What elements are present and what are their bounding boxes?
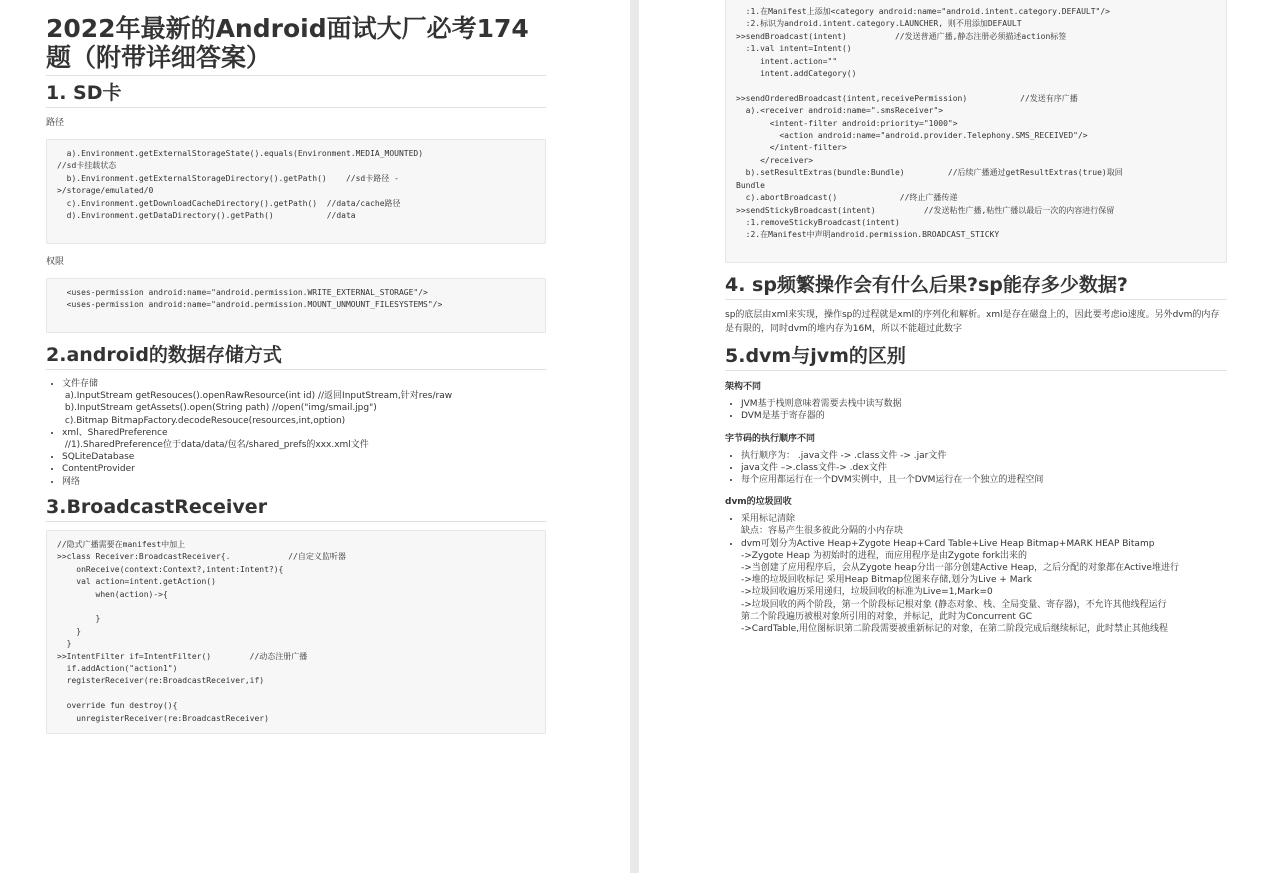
section-heading-sd-card: 1. SD卡 [46, 82, 546, 108]
page-divider [630, 0, 639, 873]
permission-code-block: <uses-permission android:name="android.permission.WRITE_EXTERNAL_STORAGE"/> <uses-permission android:name="android.permission.MOUNT_UNMOUNT_FILESYSTEMS"/> [46, 278, 546, 333]
section-heading-dvm-jvm: 5.dvm与jvm的区别 [725, 345, 1227, 371]
list-item: • ContentProvider [62, 463, 546, 475]
subheading-bytecode: 字节码的执行顺序不同 [725, 433, 816, 444]
gc-list [725, 513, 1227, 635]
list-item: • 执行顺序为： .java文件 -> .class文件 -> .jar文件 [741, 450, 1227, 462]
left-page [0, 0, 630, 873]
path-code-block: a).Environment.getExternalStorageState().equals(Environment.MEDIA_MOUNTED) //sd卡挂载状态 b).Environment.getExternalStorageDirectory().getPath() //sd卡路径 - >/storage/emulated/0 c).Environment.getDownloadCacheDirectory().getPath() //data/cache路径 d).Environment.getDataDirectory().getPath() //data [46, 139, 546, 244]
list-item: • 文件存储 a).InputStream getResouces().openRawResource(int id) //返回InputStream,针对res/raw b).InputStream getAssets().open(String path) //open("img/smail.jpg") c).Bitmap BitmapFactory.decodeResouce(resources,int,option) [62, 378, 546, 427]
list-item: • SQLiteDatabase [62, 451, 546, 463]
list-item: • 每个应用都运行在一个DVM实例中，且一个DVM运行在一个独立的进程空间 [741, 474, 1227, 486]
broadcast-code-block: //隐式广播需要在manifest中加上 >>class Receiver:BroadcastReceiver{. //自定义监听器 onReceive(context:Context?,intent:Intent?){ val action=intent.getAction() when(action)->{ } } } >>IntentFilter if=IntentFilter() //动态注册广播 if.addAction("action1") registerReceiver(re:BroadcastReceiver,if) override fun destroy(){ unregisterReceiver(re:BroadcastReceiver) [46, 530, 546, 734]
permission-label: 权限 [46, 256, 65, 267]
path-label: 路径 [46, 118, 65, 128]
architecture-list [725, 398, 1227, 422]
list-item: • 采用标记清除 缺点：容易产生很多彼此分隔的小内存块 [741, 513, 1227, 537]
right-page [639, 0, 1279, 873]
list-item: • xml、SharedPreference //1).SharedPreference位于data/data/包名/shared_prefs的xxx.xml文件 [62, 427, 546, 451]
section-heading-broadcast: 3.BroadcastReceiver [46, 496, 546, 522]
sp-paragraph: sp的底层由xml来实现，操作sp的过程就是xml的序列化和解析。xml是存在磁盘上的，因此要考虑io速度。另外dvm的内存是有限的，同时dvm的堆内存为16M，所以不能超过此数字 [725, 310, 1220, 335]
broadcast-code-continued: :1.在Manifest上添加<category android:name="android.intent.category.DEFAULT"/> :2.标识为android.intent.category.LAUNCHER, 则不用添加DEFAULT >>sendBroadcast(intent) //发送普通广播,静态注册必须描述action标签 :1.val intent=Intent() intent.action="" intent.addCategory() >>sendOrderedBroadcast(intent,receivePermission) //发送有序广播 a).<receiver android:name=".smsReceiver"> <intent-filter android:priority="1000"> <action android:name="android.provider.Telephony.SMS_RECEIVED"/> </intent-filter> </receiver> b).setResultExtras(bundle:Bundle) //后续广播通过getResultExtras(true)取回 Bundle c).abortBroadcast() //终止广播传递 >>sendStickyBroadcast(intent) //发送粘性广播,粘性广播以最后一次的内容进行保留 :1.removeStickyBroadcast(intent) :2.在Manifest中声明android.permission.BROADCAST_STICKY [725, 0, 1227, 263]
section-heading-sp: 4. sp频繁操作会有什么后果?sp能存多少数据? [725, 274, 1227, 300]
list-item: • java文件 –>.class文件-> .dex文件 [741, 462, 1227, 474]
list-item: • dvm可划分为Active Heap+Zygote Heap+Card Table+Live Heap Bitmap+MARK HEAP Bitamp ->Zygote Heap 为初始时的进程，而应用程序是由Zygote fork出来的 ->当创建了应用程序后，会从Zygote heap分出一部分创建Active Heap，之后分配的对象都在Active堆进行 ->堆的垃圾回收标记 采用Heap Bitmap位图来存储,划分为Live + Mark ->垃圾回收遍历采用递归，垃圾回收的标准为Live=1,Mark=0 ->垃圾回收的两个阶段，第一个阶段标记根对象 (静态对象、栈、全局变量、寄存器)，不允许其他线程运行 第二个阶段遍历被根对象所引用的对象，并标记，此时为Concurrent GC ->CardTable,用位图标识第二阶段需要被重新标记的对象，在第二阶段完成后继续标记，此时禁止其他线程 [741, 538, 1227, 636]
subheading-gc: dvm的垃圾回收 [725, 497, 792, 508]
section-heading-storage: 2.android的数据存储方式 [46, 344, 546, 370]
storage-list [46, 378, 546, 488]
list-item: • 网络 [62, 476, 546, 488]
list-item: • DVM是基于寄存器的 [741, 410, 1227, 422]
page-title: 2022年最新的Android面试大厂必考174题（附带详细答案） [46, 14, 546, 76]
list-item: • JVM基于栈则意味着需要去栈中读写数据 [741, 398, 1227, 410]
bytecode-list [725, 450, 1227, 487]
subheading-architecture: 架构不同 [725, 382, 762, 393]
